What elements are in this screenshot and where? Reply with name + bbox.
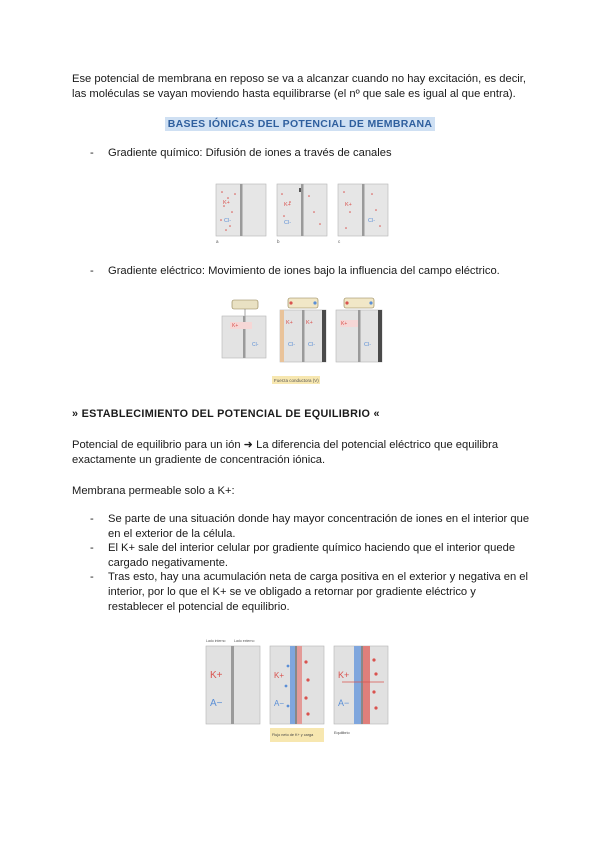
bullet-dash: - bbox=[90, 513, 94, 525]
bullet-dash: - bbox=[90, 147, 94, 159]
fig2-k-label: K+ bbox=[341, 321, 348, 327]
fig2-k-label: K+ bbox=[306, 320, 313, 326]
fig3-caption-c: Equilibrio bbox=[334, 731, 350, 735]
fig2-cl-label: Cl- bbox=[288, 342, 296, 348]
bullet-dash: - bbox=[90, 542, 94, 554]
bullet-text: El K+ sale del interior celular por gradiente químico haciendo que el interior quede cargado negativamente. bbox=[108, 542, 516, 569]
fig1-cl-label: Cl- bbox=[368, 218, 376, 224]
fig1-k-label: K+ bbox=[223, 200, 230, 206]
fig1-panel-b-label: b bbox=[277, 239, 280, 244]
fig2-caption: Fuerza conductora (V) bbox=[274, 378, 319, 383]
figure-electric-gradient bbox=[212, 294, 392, 386]
fig1-panel-a-label: a bbox=[216, 239, 219, 244]
fig1-cl-label: Cl- bbox=[224, 218, 232, 224]
figure-chemical-gradient bbox=[214, 182, 390, 244]
fig3-inner-label: Lado interno bbox=[206, 639, 226, 643]
fig1-k-label: K+ bbox=[284, 202, 291, 208]
fig2-panel-1 bbox=[222, 300, 266, 358]
fig3-panel-a bbox=[206, 639, 260, 724]
bullet-text: Gradiente eléctrico: Movimiento de iones bajo la influencia del campo eléctrico. bbox=[108, 265, 500, 277]
fig3-a-label: A− bbox=[274, 699, 285, 708]
fig3-k-label: K+ bbox=[210, 670, 223, 681]
fig1-panel-b bbox=[277, 184, 327, 244]
fig2-k-label: K+ bbox=[286, 320, 293, 326]
fig1-k-label: K+ bbox=[345, 202, 352, 208]
bullet-text: Tras esto, hay una acumulación neta de carga positiva en el exterior y negativa en el interior, por lo que el K+ se ve obligado a retornar por gradiente eléctrico y restablecer el potencial de equilibrio. bbox=[108, 571, 528, 613]
fig2-k-label: K+ bbox=[232, 323, 239, 329]
fig1-panel-c-label: c bbox=[338, 239, 341, 244]
bullet-dash: - bbox=[90, 571, 94, 583]
fig3-caption-b: Flujo neto de K+ y carga bbox=[272, 733, 314, 737]
fig1-panel-c bbox=[338, 184, 388, 244]
fig3-panel-c bbox=[334, 646, 388, 735]
fig1-panel-a bbox=[216, 184, 266, 244]
bullet-text: Se parte de una situación donde hay mayor concentración de iones en el interior que en el exterior de la célula. bbox=[108, 513, 530, 540]
battery-icon bbox=[232, 300, 258, 309]
fig2-panel-2 bbox=[280, 298, 326, 362]
heading-highlight: BASES IÓNICAS DEL POTENCIAL DE MEMBRANA bbox=[165, 117, 436, 131]
fig2-panel-3 bbox=[336, 298, 382, 362]
fig2-cl-label: Cl- bbox=[252, 342, 259, 348]
fig3-k-label: K+ bbox=[338, 670, 350, 680]
intro-paragraph: Ese potencial de membrana en reposo se va a alcanzar cuando no hay excitación, es decir, las moléculas se vayan moviendo hasta equilibrarse (el nº que sale es igual al que entra). bbox=[72, 73, 526, 100]
fig3-panel-b bbox=[270, 646, 324, 742]
figure-equilibrium-potential bbox=[204, 636, 408, 754]
fig3-a-label: A− bbox=[338, 698, 350, 708]
fig3-outer-label: Lado externo bbox=[234, 639, 255, 643]
bullet-text: Gradiente químico: Difusión de iones a través de canales bbox=[108, 147, 392, 159]
fig2-cl-label: Cl- bbox=[308, 342, 316, 348]
definition-paragraph: Potencial de equilibrio para un ión ➜ La diferencia del potencial eléctrico que equilibra exactamente un gradiente de concentración iónica. bbox=[72, 439, 499, 466]
membrane-paragraph: Membrana permeable solo a K+: bbox=[72, 485, 235, 497]
section-heading-equilibrio: » ESTABLECIMIENTO DEL POTENCIAL DE EQUILIBRIO « bbox=[72, 408, 380, 420]
fig2-cl-label: Cl- bbox=[364, 342, 372, 348]
section-heading-bases bbox=[0, 118, 600, 130]
fig3-a-label: A− bbox=[210, 698, 223, 709]
fig1-cl-label: Cl- bbox=[284, 220, 292, 226]
fig3-k-label: K+ bbox=[274, 671, 285, 680]
bullet-dash: - bbox=[90, 265, 94, 277]
